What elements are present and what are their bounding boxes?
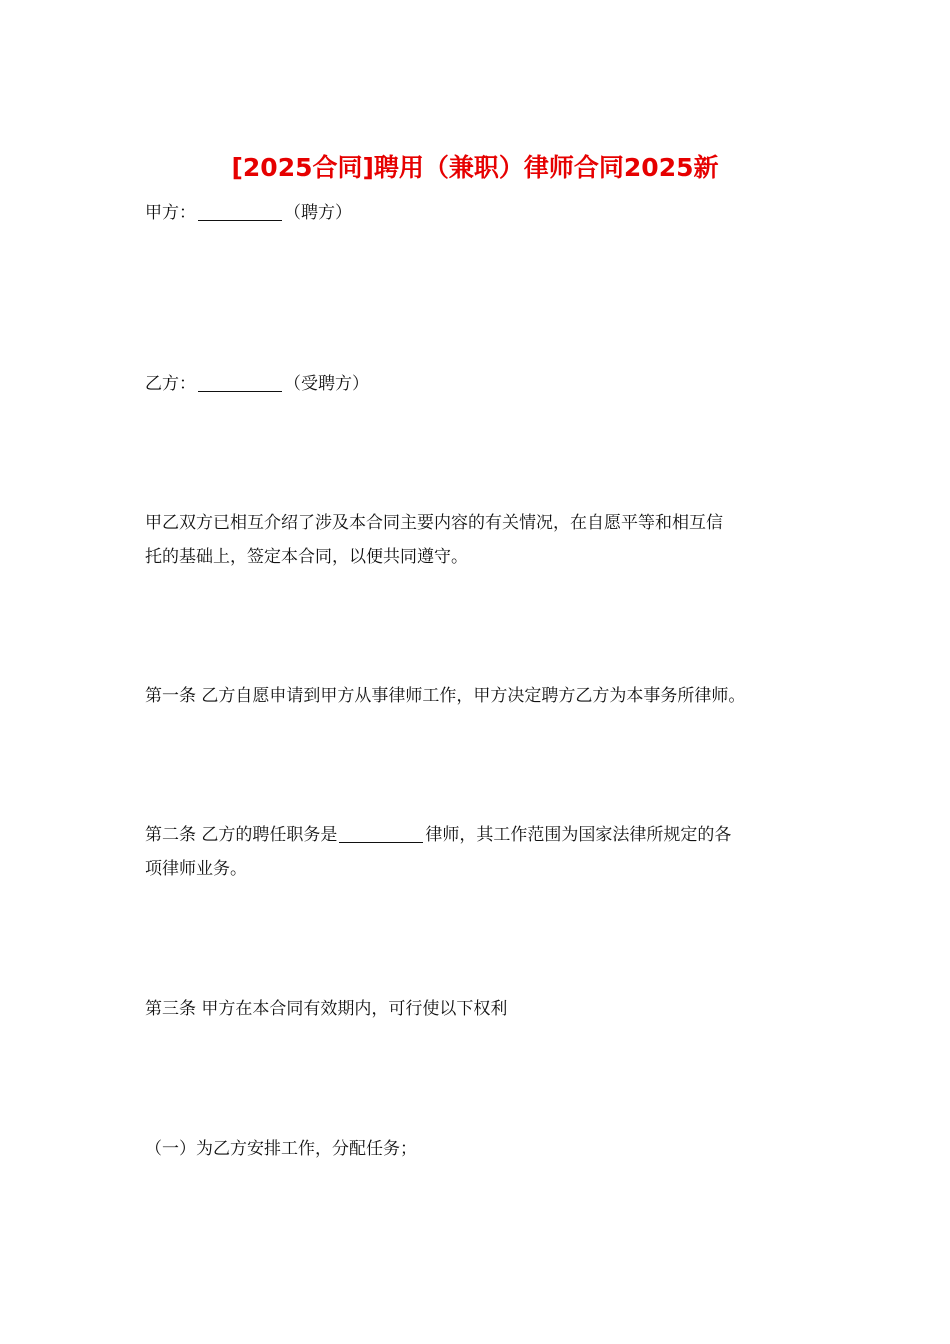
article-2-blank <box>339 825 423 843</box>
article-3-item-1: （一）为乙方安排工作，分配任务； <box>145 1139 417 1159</box>
article-2-line-2: 项律师业务。 <box>145 859 247 879</box>
party-a-role: （聘方） <box>284 203 352 223</box>
party-b-label: 乙方： <box>145 374 196 394</box>
article-1: 第一条 乙方自愿申请到甲方从事律师工作，甲方决定聘方乙方为本事务所律师。 <box>145 686 746 706</box>
party-b-role: （受聘方） <box>284 374 369 394</box>
article-2-line-1 <box>145 818 825 852</box>
party-a-label: 甲方： <box>145 203 196 223</box>
article-2-text-after-blank: 律师，其工作范围为国家法律所规定的各 <box>425 825 732 845</box>
party-b-blank <box>198 374 282 392</box>
article-2 <box>145 818 825 886</box>
document-title: [2025合同]聘用（兼职）律师合同2025新 <box>231 153 719 182</box>
party-a-blank <box>198 203 282 221</box>
article-3: 第三条 甲方在本合同有效期内，可行使以下权利 <box>145 999 508 1019</box>
party-b-line <box>145 367 825 401</box>
party-a-line <box>145 196 825 230</box>
preamble-line-2: 托的基础上，签定本合同，以便共同遵守。 <box>145 547 468 567</box>
preamble-paragraph <box>145 506 825 574</box>
preamble-line-1: 甲乙双方已相互介绍了涉及本合同主要内容的有关情况，在自愿平等和相互信 <box>145 513 723 533</box>
article-2-text-before-blank: 第二条 乙方的聘任职务是 <box>145 825 338 845</box>
